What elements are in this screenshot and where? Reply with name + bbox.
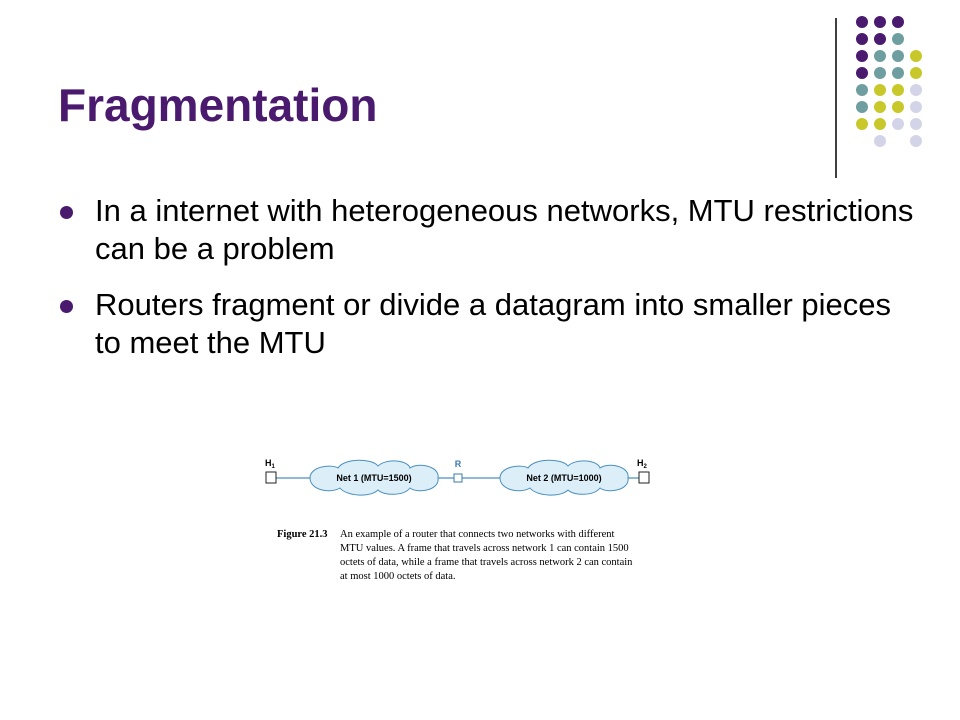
bullet-dot-icon — [60, 300, 73, 313]
corner-dot — [910, 135, 922, 147]
corner-dot — [856, 118, 868, 130]
corner-dot — [874, 67, 886, 79]
corner-dot — [856, 101, 868, 113]
net2-label: Net 2 (MTU=1000) — [526, 473, 602, 483]
net1-label: Net 1 (MTU=1500) — [336, 473, 412, 483]
corner-dot — [892, 84, 904, 96]
router-box — [454, 474, 462, 482]
corner-dot — [874, 118, 886, 130]
corner-dot — [910, 84, 922, 96]
host1-label: $H_1$ — [265, 458, 275, 470]
corner-dot-pattern — [840, 10, 960, 160]
router-label: R — [454, 459, 462, 469]
net1-cloud — [310, 460, 438, 495]
host1-box — [266, 472, 276, 483]
figure-caption — [277, 528, 677, 584]
corner-dot — [874, 50, 886, 62]
corner-dot — [910, 67, 922, 79]
corner-dot — [856, 16, 868, 28]
host2-label: $H_2$ — [637, 458, 647, 470]
bullet-item — [60, 286, 920, 362]
corner-dot — [874, 101, 886, 113]
bullet-text: Routers fragment or divide a datagram into smaller pieces to meet the MTU — [95, 287, 892, 360]
corner-dot — [892, 50, 904, 62]
caption-text: An example of a router that connects two networks with different MTU values. A frame that travels across network 1 can contain 1500 octets of data, while a frame that travels across network 2 can contain at most 1000 octets of data. — [340, 529, 633, 582]
caption-label: Figure 21.3 — [277, 529, 328, 540]
bullet-dot-icon — [60, 206, 73, 219]
corner-dot — [910, 118, 922, 130]
corner-dot — [892, 118, 904, 130]
corner-divider-line — [835, 18, 837, 178]
corner-dot — [874, 135, 886, 147]
bullet-text: In a internet with heterogeneous networks, MTU restrictions can be a problem — [95, 193, 914, 266]
corner-dot — [856, 67, 868, 79]
corner-dot — [874, 33, 886, 45]
corner-dot — [892, 67, 904, 79]
corner-dot — [856, 33, 868, 45]
corner-dot — [856, 84, 868, 96]
corner-dot — [910, 101, 922, 113]
corner-dot — [892, 101, 904, 113]
corner-dot — [874, 16, 886, 28]
corner-dot — [874, 84, 886, 96]
corner-dot — [892, 33, 904, 45]
corner-dot — [910, 50, 922, 62]
net2-cloud — [500, 460, 628, 495]
corner-dot — [856, 50, 868, 62]
bullet-item — [60, 192, 920, 268]
bullet-list — [60, 192, 920, 380]
host2-box — [639, 472, 649, 483]
slide-title: Fragmentation — [58, 79, 378, 131]
corner-dot — [892, 16, 904, 28]
